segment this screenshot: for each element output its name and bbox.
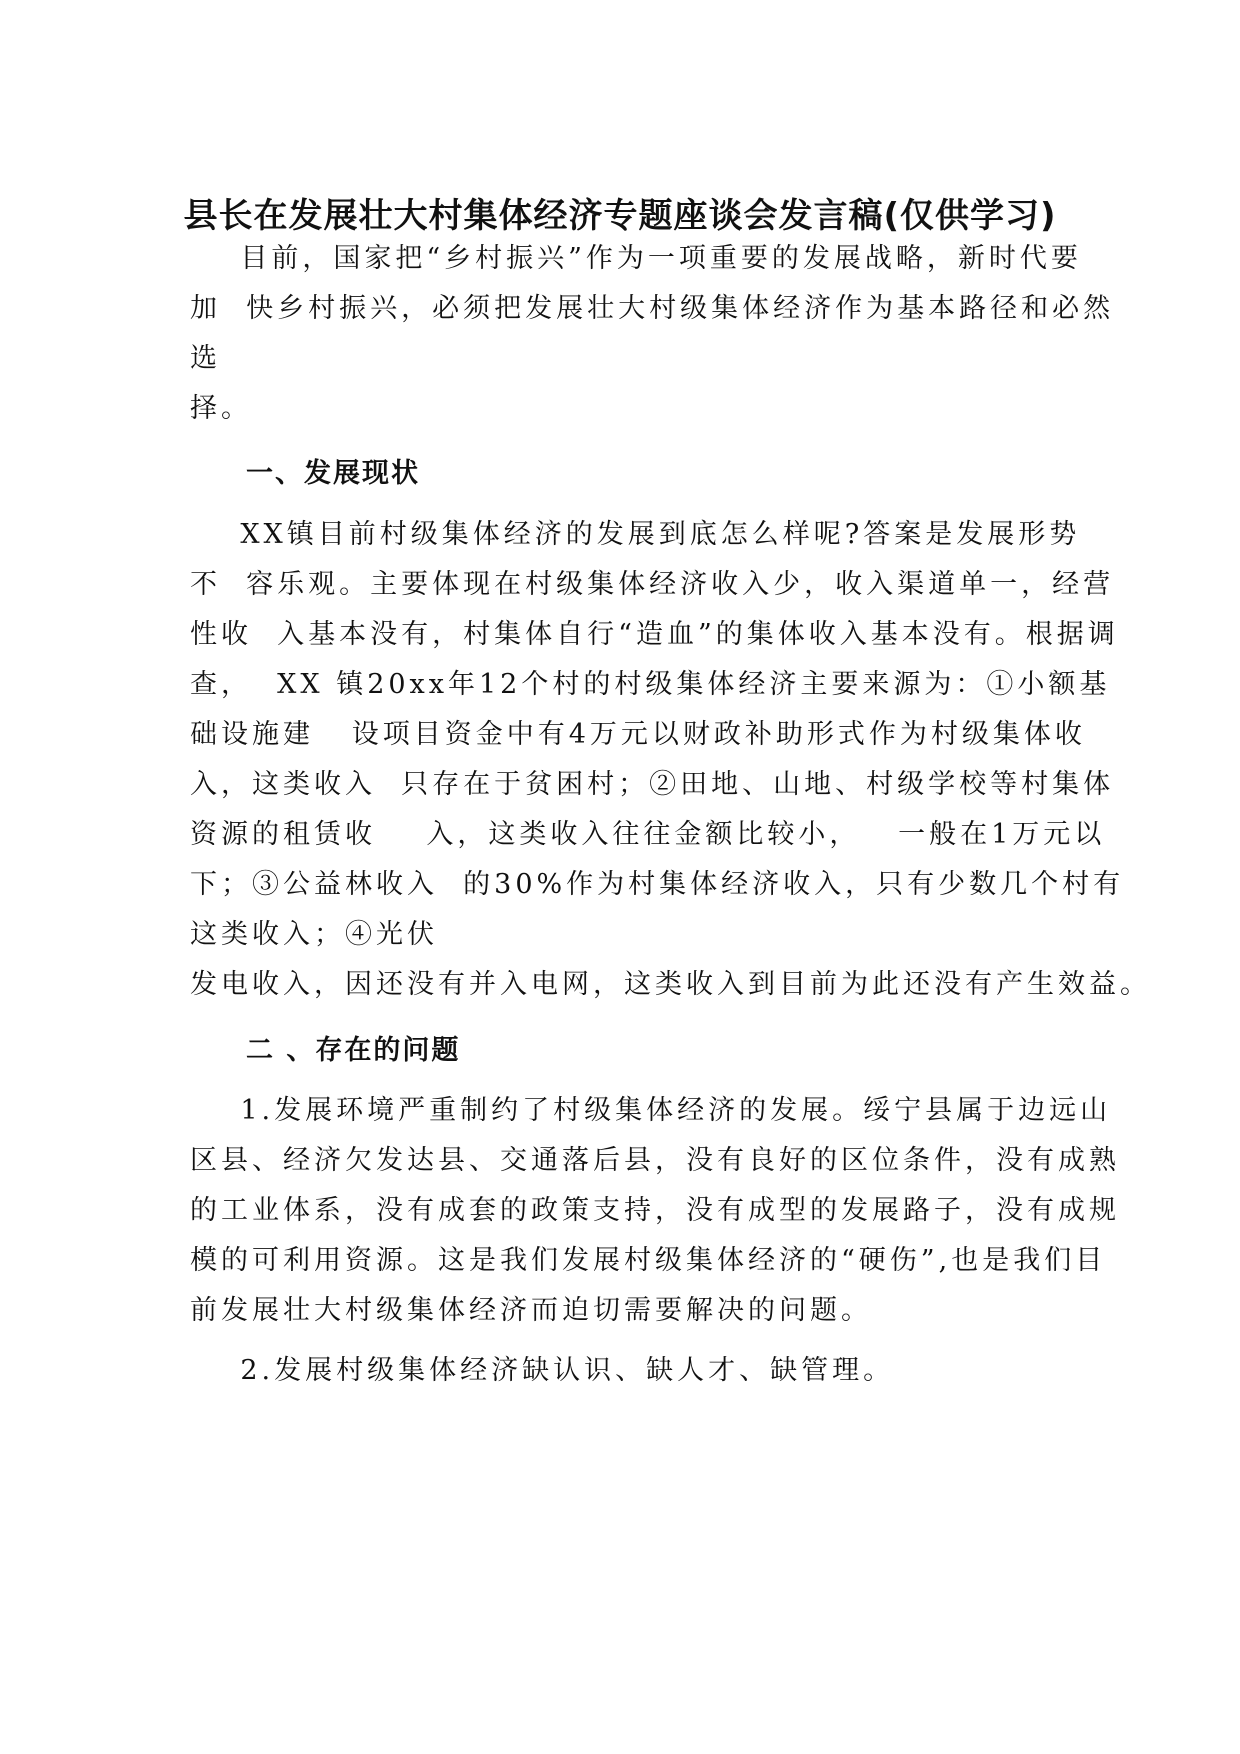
body-line: 区县、经济欠发达县、交通落后县，没有良好的区位条件，没有成熟 — [190, 1145, 1120, 1176]
body-line: 发电收入，因还没有并入电网，这类收入到目前为此还没有产生效益。 — [190, 969, 1151, 1000]
intro-line: 加 快乡村振兴，必须把发展壮大村级集体经济作为基本路径和必然 — [190, 293, 1115, 324]
body-line: 下；③公益林收入 的30%作为村集体经济收入，只有少数几个村有 — [190, 869, 1125, 900]
body-line: 资源的租赁收 入，这类收入往往金额比较小， 一般在1万元以 — [190, 819, 1106, 850]
body-line: 这类收入；④光伏 — [190, 919, 438, 950]
body-line: XX镇目前村级集体经济的发展到底怎么样呢?答案是发展形势 — [190, 519, 1081, 550]
body-line: 模的可利用资源。这是我们发展村级集体经济的“硬伤”,也是我们目 — [190, 1245, 1107, 1276]
intro-line: 选 — [190, 343, 221, 374]
body-line: 础设施建 设项目资金中有4万元以财政补助形式作为村级集体收 — [190, 719, 1086, 750]
section-heading: 二 、存在的问题 — [246, 1035, 461, 1066]
body-line: 前发展壮大村级集体经济而迫切需要解决的问题。 — [190, 1295, 872, 1326]
intro-line: 目前，国家把“乡村振兴”作为一项重要的发展战略，新时代要 — [190, 243, 1082, 274]
body-line: 1.发展环境严重制约了村级集体经济的发展。绥宁县属于边远山 — [190, 1095, 1112, 1126]
body-line: 2.发展村级集体经济缺认识、缺人才、缺管理。 — [190, 1355, 895, 1386]
body-line: 性收 入基本没有，村集体自行“造血”的集体收入基本没有。根据调 — [190, 619, 1119, 650]
body-line: 入，这类收入 只存在于贫困村；②田地、山地、村级学校等村集体 — [190, 769, 1115, 800]
document-title: 县长在发展壮大村集体经济专题座谈会发言稿(仅供学习) — [183, 196, 1057, 236]
intro-line: 择。 — [190, 393, 252, 424]
body-line: 查， XX 镇20xx年12个村的村级集体经济主要来源为：①小额基 — [190, 669, 1111, 700]
body-line: 不 容乐观。主要体现在村级集体经济收入少，收入渠道单一，经营 — [190, 569, 1115, 600]
body-line: 的工业体系，没有成套的政策支持，没有成型的发展路子，没有成规 — [190, 1195, 1120, 1226]
section-heading: 一、发展现状 — [246, 458, 420, 489]
